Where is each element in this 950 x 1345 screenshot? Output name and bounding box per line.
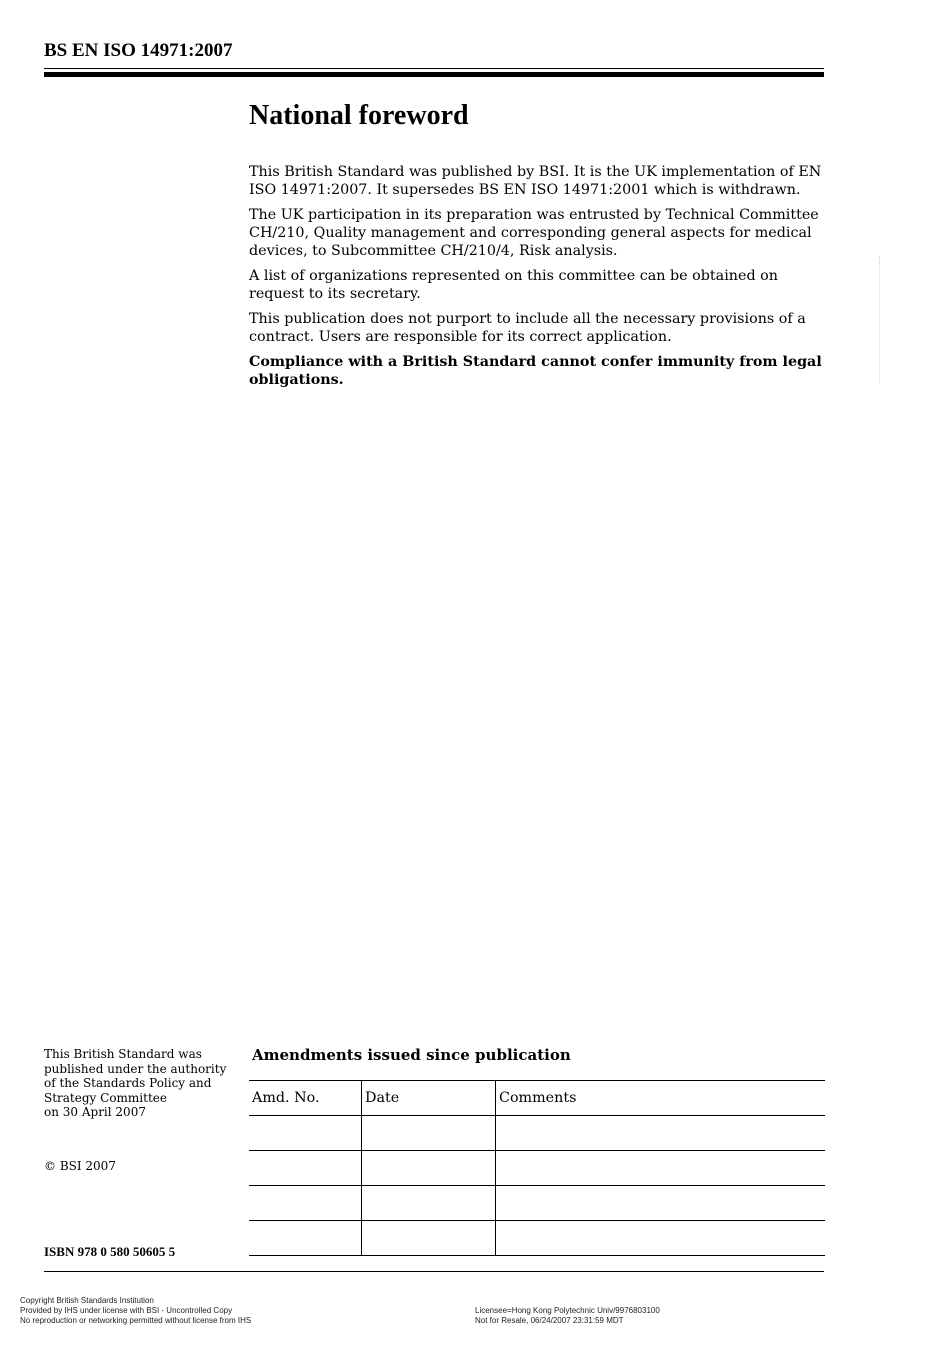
- table-cell: [249, 1221, 362, 1256]
- footer-rule: [44, 1271, 824, 1272]
- table-cell: [362, 1151, 496, 1186]
- authority-note: [44, 1047, 244, 1120]
- compliance-note: Compliance with a British Standard cannot confer immunity from legal obligations.: [249, 354, 822, 388]
- authority-line: of the Standards Policy and: [44, 1076, 212, 1090]
- table-row: [249, 1221, 825, 1256]
- footer-licensee: [475, 1306, 660, 1326]
- table-cell: [362, 1186, 496, 1221]
- amendments-heading: Amendments issued since publication: [252, 1046, 571, 1064]
- paragraph: The UK participation in its preparation was entrusted by Technical Committee CH/210, Quality management and corresponding general aspects for medical devices, to Subcommittee CH/210/4, Risk analysis.: [249, 207, 819, 259]
- table-cell: [249, 1151, 362, 1186]
- page-title: National foreword: [249, 100, 469, 131]
- header-rule-thin: [44, 68, 824, 69]
- paragraph: A list of organizations represented on this committee can be obtained on request to its secretary.: [249, 268, 778, 302]
- footer-line: No reproduction or networking permitted without license from IHS: [20, 1316, 252, 1325]
- column-header-amd-no: Amd. No.: [249, 1081, 362, 1116]
- table-cell: [496, 1221, 826, 1256]
- paragraph: This publication does not purport to include all the necessary provisions of a contract. Users are responsible for its correct application.: [249, 311, 806, 345]
- table-row: [249, 1116, 825, 1151]
- amendments-table: [249, 1080, 825, 1256]
- table-cell: [249, 1186, 362, 1221]
- table-cell: [496, 1116, 826, 1151]
- margin-marks: [879, 256, 886, 384]
- footer-line: Copyright British Standards Institution: [20, 1296, 154, 1305]
- column-header-date: Date: [362, 1081, 496, 1116]
- table-row: [249, 1151, 825, 1186]
- table-row: [249, 1186, 825, 1221]
- table-cell: [496, 1151, 826, 1186]
- authority-line: Strategy Committee: [44, 1090, 167, 1105]
- isbn: ISBN 978 0 580 50605 5: [44, 1244, 176, 1259]
- footer-line: Not for Resale, 06/24/2007 23:31:59 MDT: [475, 1316, 624, 1325]
- authority-line: This British Standard was: [44, 1047, 202, 1061]
- foreword-body: [249, 163, 829, 396]
- table-cell: [362, 1221, 496, 1256]
- footer-line: Licensee=Hong Kong Polytechnic Univ/9976803100: [475, 1306, 660, 1315]
- footer-line: Provided by IHS under license with BSI - Uncontrolled Copy: [20, 1306, 233, 1315]
- authority-line: published under the authority: [44, 1061, 227, 1076]
- bsi-copyright: © BSI 2007: [44, 1159, 116, 1173]
- table-header-row: [249, 1081, 825, 1116]
- paragraph: This British Standard was published by BSI. It is the UK implementation of EN ISO 14971:2007. It supersedes BS EN ISO 14971:2001 which is withdrawn.: [249, 164, 822, 198]
- standard-id: BS EN ISO 14971:2007: [44, 40, 233, 61]
- header-rule-thick: [44, 72, 824, 77]
- table-cell: [249, 1116, 362, 1151]
- footer-copyright: [20, 1296, 251, 1326]
- column-header-comments: Comments: [496, 1081, 826, 1116]
- table-cell: [362, 1116, 496, 1151]
- authority-line: on 30 April 2007: [44, 1105, 146, 1119]
- table-cell: [496, 1186, 826, 1221]
